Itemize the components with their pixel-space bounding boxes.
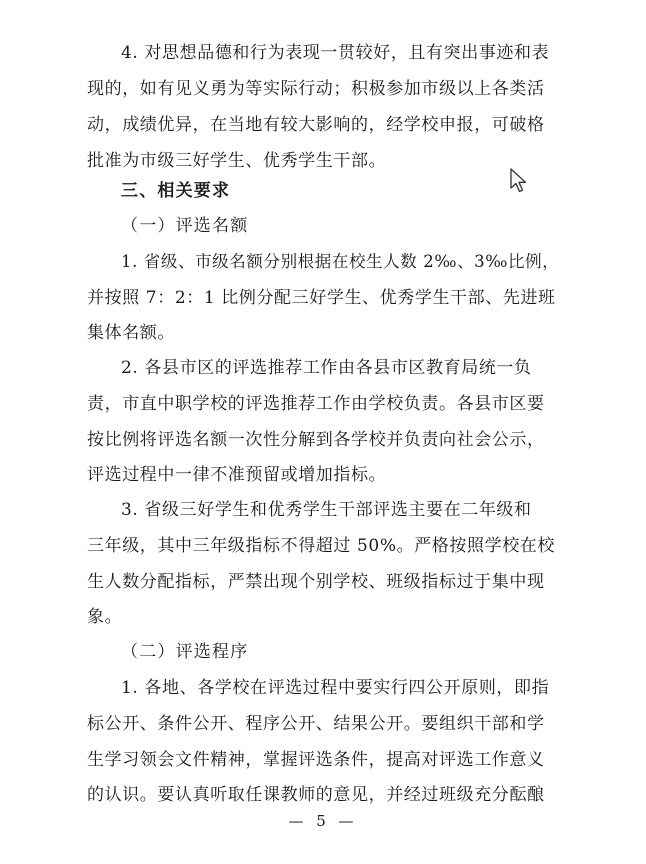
- section-heading-requirements: 三、相关要求: [121, 181, 231, 201]
- quota-para-3-line-1: 3. 省级三好学生和优秀学生干部评选主要在二年级和: [121, 500, 532, 520]
- quota-para-2-line-1: 2. 各县市区的评选推荐工作由各县市区教育局统一负: [121, 358, 532, 378]
- para-4-line-4: 批准为市级三好学生、优秀学生干部。: [87, 151, 387, 171]
- subsection-heading-procedure: （二）评选程序: [121, 642, 249, 662]
- para-4-line-2: 现的，如有见义勇为等实际行动；积极参加市级以上各类活: [87, 79, 545, 99]
- quota-para-1-line-2: 并按照 7：2：1 比例分配三好学生、优秀学生干部、先进班: [87, 288, 556, 308]
- quota-para-3-line-4: 象。: [87, 607, 123, 627]
- quota-para-1-line-3: 集体名额。: [87, 323, 175, 343]
- para-4-line-3: 动，成绩优异，在当地有较大影响的，经学校申报，可破格: [87, 115, 545, 135]
- procedure-para-1-line-1: 1. 各地、各学校在评选过程中要实行四公开原则，即指: [121, 678, 550, 698]
- procedure-para-1-line-2: 标公开、条件公开、程序公开、结果公开。要组织干部和学: [87, 714, 545, 734]
- mouse-pointer-icon: [510, 168, 530, 194]
- para-4-line-1: 4. 对思想品德和行为表现一贯较好，且有突出事迹和表: [121, 43, 550, 63]
- procedure-para-1-line-3: 生学习领会文件精神，掌握评选条件，提高对评选工作意义: [87, 750, 545, 770]
- quota-para-3-line-2: 三年级，其中三年级指标不得超过 50%。严格按照学校在校: [87, 536, 555, 556]
- procedure-para-1-line-4: 的认识。要认真听取任课教师的意见，并经过班级充分酝酿: [87, 785, 545, 805]
- subsection-heading-quota: （一）评选名额: [121, 216, 249, 236]
- quota-para-2-line-2: 责，市直中职学校的评选推荐工作由学校负责。各县市区要: [87, 394, 545, 414]
- quota-para-2-line-3: 按比例将评选名额一次性分解到各学校并负责向社会公示，: [87, 430, 545, 450]
- quota-para-2-line-4: 评选过程中一律不准预留或增加指标。: [87, 465, 387, 485]
- quota-para-3-line-3: 生人数分配指标，严禁出现个别学校、班级指标过于集中现: [87, 572, 545, 592]
- quota-para-1-line-1: 1. 省级、市级名额分别根据在校生人数 2‰、3‰比例，: [121, 252, 560, 271]
- page-number: — 5 —: [288, 812, 358, 830]
